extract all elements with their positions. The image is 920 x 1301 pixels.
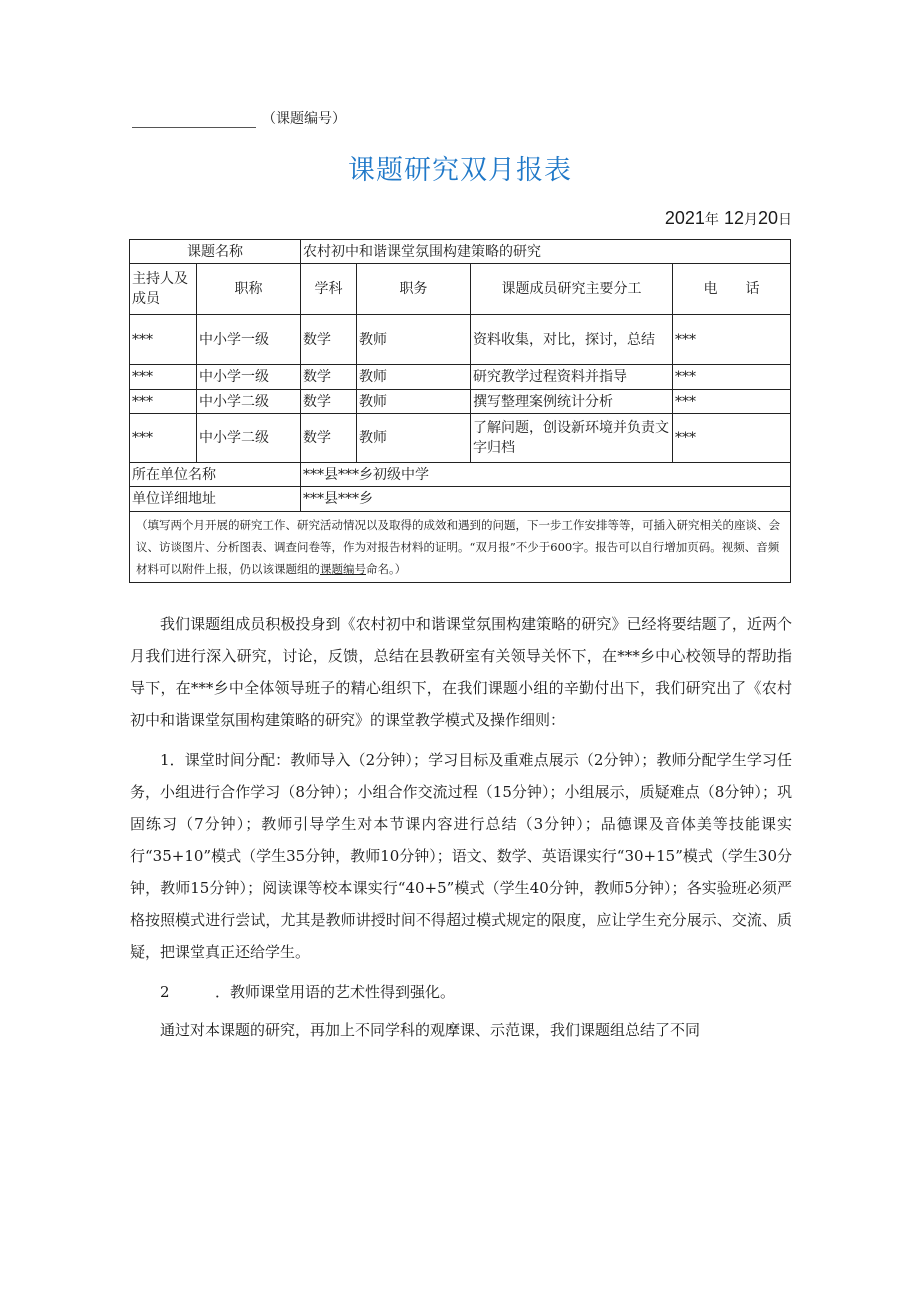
report-body (130, 608, 792, 1054)
note-text-end: 命名。） (366, 562, 407, 576)
date-day: 20 (757, 208, 778, 228)
topic-code-blank[interactable] (132, 113, 256, 128)
member-duty: 资料收集，对比，探讨，总结 (471, 315, 673, 365)
col-position: 职务 (357, 264, 471, 315)
member-subject: 数学 (301, 365, 357, 390)
member-phone: *** (673, 414, 791, 463)
topic-code-line (132, 108, 346, 128)
table-row (130, 315, 791, 365)
page-title: 课题研究双月报表 (348, 155, 572, 186)
col-members: 主持人及成员 (130, 264, 197, 315)
body-paragraph-2: 1．课堂时间分配：教师导入（2分钟）；学习目标及重难点展示（2分钟）；教师分配学生学习任务，小组进行合作学习（8分钟）；小组合作交流过程（15分钟）；小组展示，质疑难点（8分钟）；巩固练习（7分钟）；教师引导学生对本节课内容进行总结（3分钟）；品德课及音体美等技能课实行“35+10”模式（学生35分钟，教师10分钟）；语文、数学、英语课实行“30+15”模式（学生30分钟，教师15分钟）；阅读课等校本课实行“40+5”模式（学生40分钟，教师5分钟）；各实验班必须严格按照模式进行尝试，尤其是教师讲授时间不得超过模式规定的限度，应让学生充分展示、交流、质疑，把课堂真正还给学生。 (130, 751, 792, 961)
body-paragraph-3 (130, 976, 792, 1008)
member-subject: 数学 (301, 315, 357, 365)
topic-row (130, 240, 791, 264)
date-year: 2021 (664, 208, 705, 228)
col-title: 职称 (197, 264, 301, 315)
topic-name-value: 农村初中和谐课堂氛围构建策略的研究 (301, 240, 791, 264)
member-position: 教师 (357, 390, 471, 414)
note-text: （填写两个月开展的研究工作、研究活动情况以及取得的成效和遇到的问题，下一步工作安排等等，可插入研究相关的座谈、会议、访谈图片、分析图表、调查问卷等，作为对报告材料的证明。“双月报”不少于600字。报告可以自行增加页码。视频、音频材料可以附件上报，仍以该课题组的 (136, 518, 780, 576)
report-table (129, 239, 791, 583)
table-row (130, 390, 791, 414)
member-position: 教师 (357, 414, 471, 463)
member-title: 中小学一级 (197, 365, 301, 390)
note-underlined: 课题编号 (320, 562, 366, 576)
table-row (130, 365, 791, 390)
address-row (130, 487, 791, 512)
member-name: *** (130, 414, 197, 463)
header-row (130, 264, 791, 315)
member-title: 中小学二级 (197, 390, 301, 414)
member-duty: 研究教学过程资料并指导 (471, 365, 673, 390)
body-paragraph-4: 通过对本课题的研究，再加上不同学科的观摩课、示范课，我们课题组总结了不同 (160, 1021, 701, 1039)
body-paragraph-1: 我们课题组成员积极投身到《农村初中和谐课堂氛围构建策略的研究》已经将要结题了，近两个月我们进行深入研究，讨论，反馈，总结在县教研室有关领导关怀下，在***乡中心校领导的帮助指导下，在***乡中全体领导班子的精心组织下，在我们课题小组的辛勤付出下，我们研究出了《农村初中和谐课堂氛围构建策略的研究》的课堂教学模式及操作细则： (130, 615, 792, 729)
member-position: 教师 (357, 365, 471, 390)
unit-address-value: ***县***乡 (301, 487, 791, 512)
member-name: *** (130, 390, 197, 414)
member-phone: *** (673, 365, 791, 390)
body-paragraph-3-text: ．教师课堂用语的艺术性得到强化。 (215, 983, 456, 1001)
member-subject: 数学 (301, 414, 357, 463)
member-title: 中小学一级 (197, 315, 301, 365)
report-date (665, 208, 792, 229)
member-phone: *** (673, 315, 791, 365)
col-subject: 学科 (301, 264, 357, 315)
member-duty: 撰写整理案例统计分析 (471, 390, 673, 414)
member-title: 中小学二级 (197, 414, 301, 463)
date-day-unit: 日 (778, 211, 792, 227)
topic-name-label: 课题名称 (130, 240, 301, 264)
date-month: 12 (723, 208, 744, 228)
topic-code-label: （课题编号） (262, 111, 346, 127)
member-position: 教师 (357, 315, 471, 365)
member-name: *** (130, 365, 197, 390)
member-duty: 了解问题，创设新环境并负责文字归档 (471, 414, 673, 463)
instruction-row (130, 512, 791, 583)
table-row (130, 414, 791, 463)
date-month-unit: 月 (743, 211, 758, 227)
unit-row (130, 463, 791, 487)
col-duty: 课题成员研究主要分工 (471, 264, 673, 315)
instruction-note (130, 512, 791, 583)
member-subject: 数学 (301, 390, 357, 414)
list-number: 2 (160, 983, 170, 1001)
unit-name-label: 所在单位名称 (130, 463, 301, 487)
col-phone: 电 话 (673, 264, 791, 315)
member-phone: *** (673, 390, 791, 414)
unit-address-label: 单位详细地址 (130, 487, 301, 512)
unit-name-value: ***县***乡初级中学 (301, 463, 791, 487)
date-year-unit: 年 (704, 211, 719, 227)
member-name: *** (130, 315, 197, 365)
